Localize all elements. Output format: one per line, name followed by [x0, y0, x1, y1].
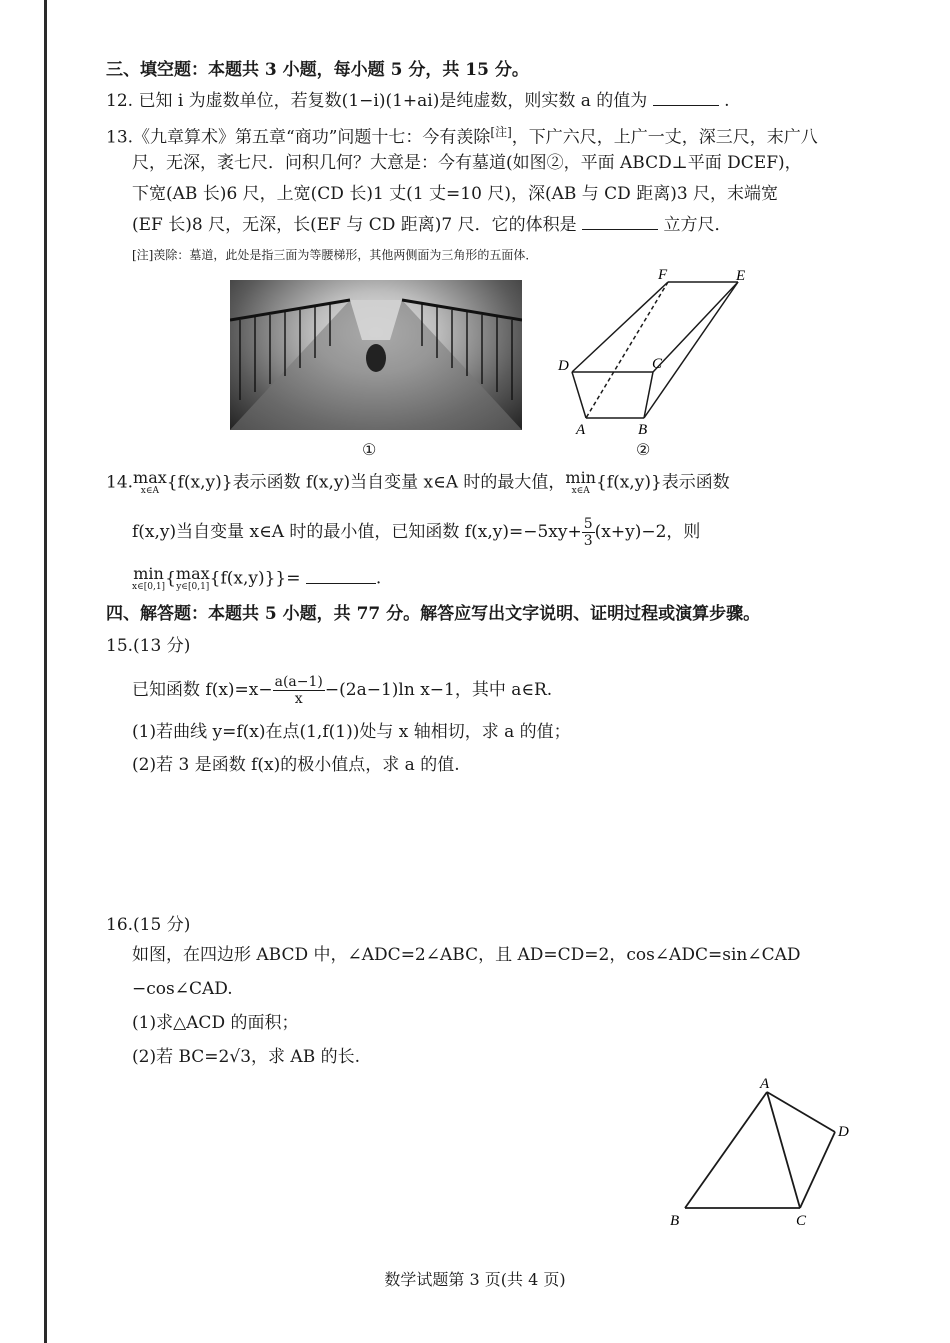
figure-1-label: ① [362, 440, 377, 459]
q13-note: [注]羡除：墓道，此处是指三面为等腰梯形，其他两侧面为三角形的五面体． [132, 248, 538, 262]
q16-part-2: (2)若 BC=2√3，求 AB 的长. [132, 1047, 360, 1067]
q12-end: . [724, 91, 730, 111]
q14-text-2a: f(x,y)当自变量 x∈A 时的最小值，已知函数 f(x,y)=−5xy+ [132, 522, 582, 542]
q14-max-operator: max x∈A [133, 468, 167, 496]
question-14-line-1 [106, 470, 730, 496]
point-B-q16: B [670, 1213, 680, 1229]
q16-stem-1: 如图，在四边形 ABCD 中，∠ADC=2∠ABC，且 AD=CD=2，cos∠ADC=sin∠CAD [132, 945, 801, 965]
page-footer: 数学试题第 3 页(共 4 页) [384, 1270, 566, 1289]
point-B: B [638, 422, 648, 436]
q14-fraction: $\frac{5}{3}$ [583, 516, 593, 549]
q13-text-1b: ，下广六尺，上广一丈，深三尺，末广八 [511, 127, 818, 148]
point-F: F [658, 267, 668, 283]
point-D: D [558, 358, 569, 374]
q14-inner-max: max y∈[0,1] [175, 564, 210, 592]
quadrilateral-diagram [660, 1070, 870, 1230]
question-13-line-2: 尺，无深，袤七尺．问积几何？大意是：今有墓道(如图②，平面 ABCD⊥平面 DCEF)， [132, 153, 802, 173]
q14-text-2b: (x+y)−2，则 [594, 522, 701, 542]
q14-text-1b: {f(x,y)}表示函数 [595, 472, 730, 493]
question-13-line-3: 下宽(AB 长)6 尺，上宽(CD 长)1 丈(1 丈=10 尺)，深(AB 与 CD 距离)3 尺，末端宽 [132, 184, 779, 204]
q14-number: 14. [106, 472, 134, 493]
question-13-line-4 [132, 213, 731, 237]
q15-part-2: (2)若 3 是函数 f(x)的极小值点，求 a 的值. [132, 755, 460, 775]
q13-text-4: (EF 长)8 尺，无深，长(EF 与 CD 距离)7 尺．它的体积是 [132, 215, 577, 235]
section-3-title: 三、填空题：本题共 3 小题，每小题 5 分，共 15 分。 [106, 60, 529, 80]
point-A: A [576, 422, 586, 436]
point-A-q16: A [760, 1076, 770, 1092]
q15-stem-a: 已知函数 f(x)=x− [132, 680, 273, 700]
q15-heading: 15.(13 分) [106, 636, 191, 656]
binding-line [44, 0, 47, 1343]
q14-outer-min: min x∈[0,1] [132, 564, 166, 592]
section-4-title: 四、解答题：本题共 5 小题，共 77 分。解答应写出文字说明、证明过程或演算步骤。 [106, 604, 761, 624]
q13-note-mark: [注] [490, 125, 512, 139]
q12-text: 12. 已知 i 为虚数单位，若复数(1−i)(1+ai)是纯虚数，则实数 a 的值为 [106, 91, 648, 111]
q14-brace: { [165, 568, 176, 589]
q15-stem-b: −(2a−1)ln x−1，其中 a∈R. [324, 680, 553, 700]
q14-answer-blank[interactable] [306, 569, 376, 584]
q15-stem [132, 674, 552, 707]
q12-answer-blank[interactable] [653, 91, 719, 106]
q15-part-1: (1)若曲线 y=f(x)在点(1,f(1))处与 x 轴相切，求 a 的值； [132, 722, 571, 742]
figure-2-label: ② [636, 440, 651, 459]
point-C-q16: C [796, 1213, 807, 1229]
point-D-q16: D [838, 1124, 849, 1140]
q13-answer-blank[interactable] [582, 215, 658, 230]
question-14-line-2 [132, 516, 700, 549]
point-C: C [652, 356, 663, 372]
q13-text-4b: 立方尺． [663, 215, 732, 235]
q16-stem-2: −cos∠CAD. [132, 979, 233, 999]
pentahedron-diagram [548, 266, 768, 436]
q16-part-1: (1)求△ACD 的面积； [132, 1013, 299, 1033]
question-14-line-3 [132, 566, 381, 592]
q16-heading: 16.(15 分) [106, 915, 191, 935]
q14-text-3b: {f(x,y)}}= [209, 568, 301, 589]
question-13-line-1 [106, 120, 818, 150]
q14-min-operator: min x∈A [565, 468, 596, 496]
q14-text-1a: {f(x,y)}表示函数 f(x,y)当自变量 x∈A 时的最大值， [166, 472, 566, 493]
q14-end: . [375, 568, 382, 589]
tomb-passage-photo [230, 280, 522, 430]
tomb-passage-illustration [230, 280, 522, 430]
q13-text-1: 13.《九章算术》第五章“商功”问题十七：今有羡除 [106, 127, 491, 148]
question-12 [106, 89, 730, 113]
q15-fraction: $\frac{a(a-1)}{x}$ [274, 674, 323, 707]
point-E: E [736, 268, 746, 284]
